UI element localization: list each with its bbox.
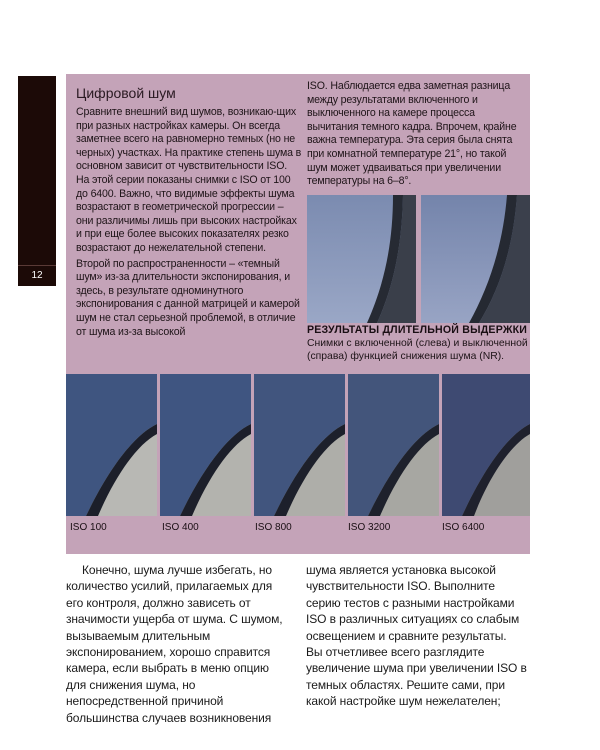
box-paragraph: Второй по распространенности – «темный шум» из-за длительности экспонирования, и здесь, в результате одноминутного экспонирования с данной матрицей и камерой шум не стал серьезной проблемой, в отличие от шума из-за высокой	[76, 257, 300, 338]
page-number: 12	[18, 265, 56, 286]
photo-nr-off	[421, 195, 530, 323]
body-paragraph: Конечно, шума лучше избегать, но количество усилий, прилагаемых для его контроля, должно зависеть от значимости ущерба от шума. С шумом, вызываемым длительным экспонированием, хорошо справится камера, если выбрать в меню опцию для снижения шума, но непосредственной причиной большинства случаев возникновения	[66, 563, 283, 725]
body-text-left	[66, 562, 291, 726]
photo-nr-on	[307, 195, 416, 323]
iso-sample-photo	[348, 374, 439, 516]
iso-sample-photo	[254, 374, 345, 516]
body-paragraph: Вы отчетливее всего разглядите увеличение шума при увеличении ISO в темных областях. Решите сами, при какой настройке шум нежелателен;	[306, 645, 527, 709]
box-paragraph: Сравните внешний вид шумов, возникаю-щих при разных настройках камеры. Он всегда заметнее всего на равномерно темных (но не черных) участках. На практике степень шума в основном зависит от чувствительности ISO. На этой серии показаны снимки с ISO от 100 до 6400. Важно, что видимые эффекты шума возрастают в геометрической прогрессии – они различимы лишь при высоких настройках и при еще более высоких показателях резко возрастают до нежелательной степени.	[76, 106, 302, 254]
chapter-edge-bar	[18, 76, 56, 286]
photo-caption-text: Снимки с включенной (слева) и выключенной (справа) функцией снижения шума (NR).	[307, 338, 528, 363]
iso-label: ISO 100	[70, 522, 107, 533]
iso-label: ISO 3200	[348, 522, 391, 533]
box-paragraph: ISO. Наблюдается едва заметная разница между результатами включенного и выключенного на камере процесса вычитания темного кадра. Впрочем, крайне важна температура. Эта серия была снята при комнатной температуре 21°, но такой шум может удваиваться при увеличении температуры на 6–8°.	[307, 80, 517, 188]
iso-label: ISO 400	[162, 522, 199, 533]
box-right-column	[307, 80, 529, 191]
iso-label: ISO 800	[255, 522, 292, 533]
iso-sample-photo	[442, 374, 530, 516]
iso-sample-photo	[160, 374, 251, 516]
iso-label: ISO 6400	[442, 522, 485, 533]
box-left-column	[76, 80, 302, 341]
iso-sample-photo	[66, 374, 157, 516]
long-exposure-photo-pair	[307, 195, 530, 323]
iso-noise-strip	[66, 374, 530, 516]
photo-caption-title: РЕЗУЛЬТАТЫ ДЛИТЕЛЬНОЙ ВЫДЕРЖКИ	[307, 324, 528, 336]
body-paragraph: шума является установка высокой чувствительности ISO. Выполните серию тестов с разными настройками ISO в различных ситуациях со слабым освещением и сравните результаты.	[306, 563, 520, 643]
body-text-right	[306, 562, 531, 710]
box-heading: Цифровой шум	[76, 85, 176, 101]
